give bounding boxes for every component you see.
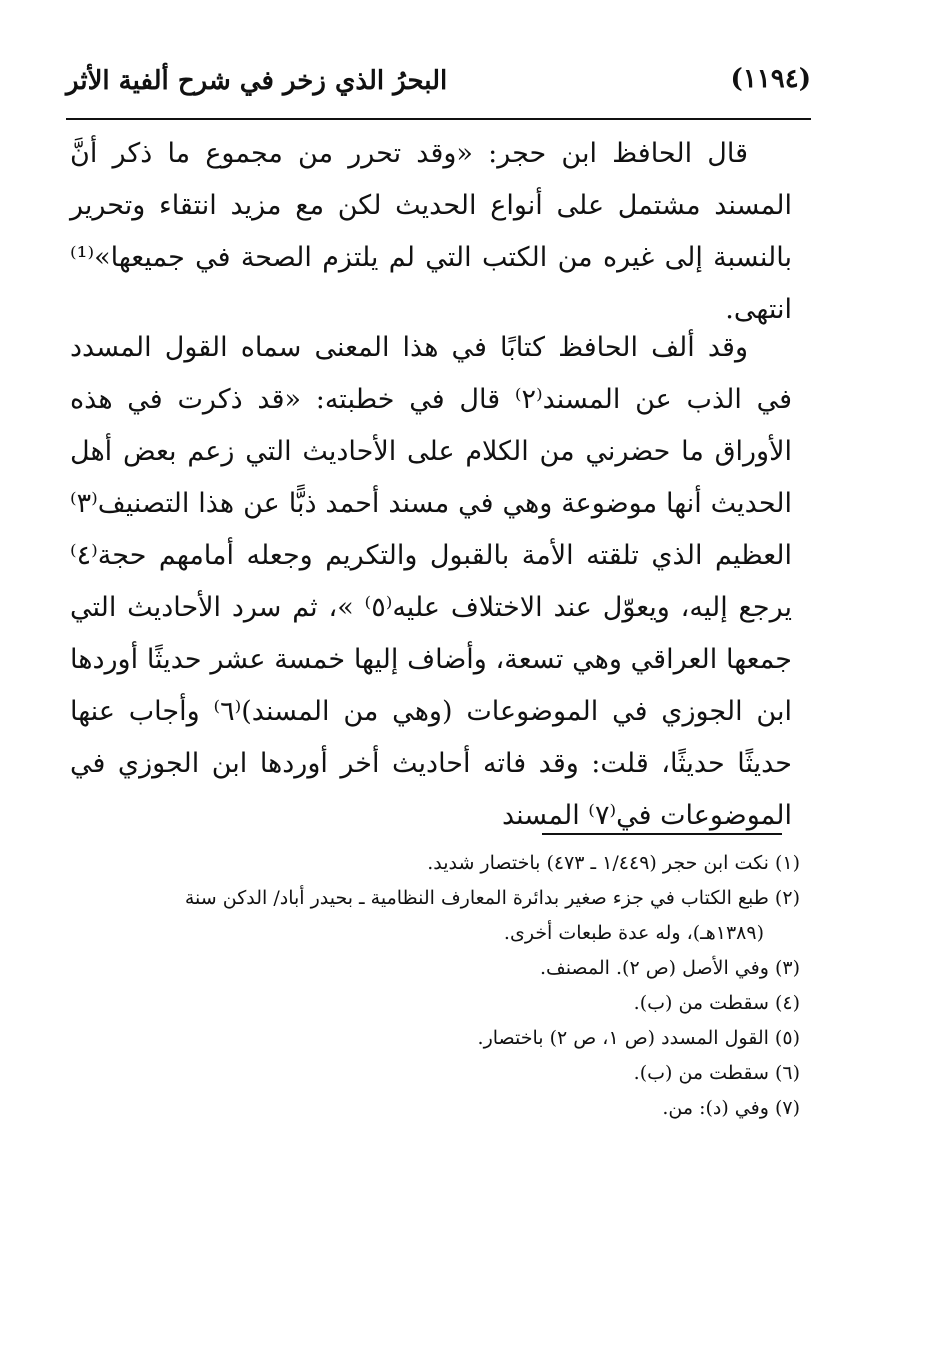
- footnote-1: [80, 846, 800, 881]
- paragraph-text: وقد ألف الحافظ كتابًا في هذا المعنى سماه القول المسدد في الذب عن المسند⁽٢⁾ قال في خطبته: «قد ذكرت في هذه الأوراق ما حضرني من الكلام على الأحاديث التي زعم بعض أهل الحديث أنها موضوعة وهي في مسند أحمد ذبًّا عن هذا التصنيف⁽٣⁾ العظيم الذي تلقته الأمة بالقبول والتكريم وجعله أمامهم حجة⁽٤⁾ يرجع إليه، ويعوّل عند الاختلاف عليه⁽٥⁾ »، ثم سرد الأحاديث التي جمعها العراقي وهي تسعة، وأضاف إليها خمسة عشر حديثًا أوردها ابن الجوزي في الموضوعات (وهي من المسند)⁽٦⁾ وأجاب عنها حديثًا حديثًا، قلت: وقد فاته أحاديث أخر أوردها ابن الجوزي في الموضوعات في⁽٧⁾ المسند: [70, 332, 793, 831]
- book-title: البحرُ الذي زخر في شرح ألفية الأثر: [66, 66, 448, 96]
- body-paragraph-2: [70, 322, 792, 842]
- footnote-text: (٢) طبع الكتاب في جزء صغير بدائرة المعارف النظامية ـ بحيدر أباد/ الدكن سنة: [184, 887, 800, 909]
- footnote-2: [80, 881, 800, 951]
- footnotes: [80, 846, 800, 1126]
- footnote-divider: [542, 833, 782, 835]
- footnote-6: [80, 1056, 800, 1091]
- footnote-7: [80, 1091, 800, 1126]
- footnote-4: [80, 986, 800, 1021]
- footnote-text: (٤) سقطت من (ب).: [633, 992, 800, 1014]
- header-divider: [66, 118, 811, 120]
- paragraph-text: قال الحافظ ابن حجر: «وقد تحرر من مجموع ما ذكر أنَّ المسند مشتمل على أنواع الحديث لكن مع مزيد انتقاء وتحرير بالنسبة إلى غيره من الكتب التي لم يلتزم الصحة في جميعها»⁽¹⁾ انتهى.: [70, 138, 792, 325]
- body-paragraph-1: [70, 128, 792, 336]
- page-number: (١١٩٤): [730, 64, 811, 94]
- footnote-5: [80, 1021, 800, 1056]
- footnote-text: (١) نكت ابن حجر (١/٤٤٩ ـ ٤٧٣) باختصار شديد.: [427, 852, 800, 874]
- footnote-text: (٣) وفي الأصل (ص ٢). المصنف.: [539, 957, 800, 979]
- footnote-text: (٦) سقطت من (ب).: [633, 1062, 800, 1084]
- running-header: [66, 58, 811, 110]
- footnote-continuation: (١٣٨٩هـ)، وله عدة طبعات أخرى.: [503, 922, 764, 944]
- footnote-3: [80, 951, 800, 986]
- footnote-text: (٥) القول المسدد (ص ١، ص ٢) باختصار.: [477, 1027, 800, 1049]
- footnote-text: (٧) وفي (د): من.: [662, 1097, 800, 1119]
